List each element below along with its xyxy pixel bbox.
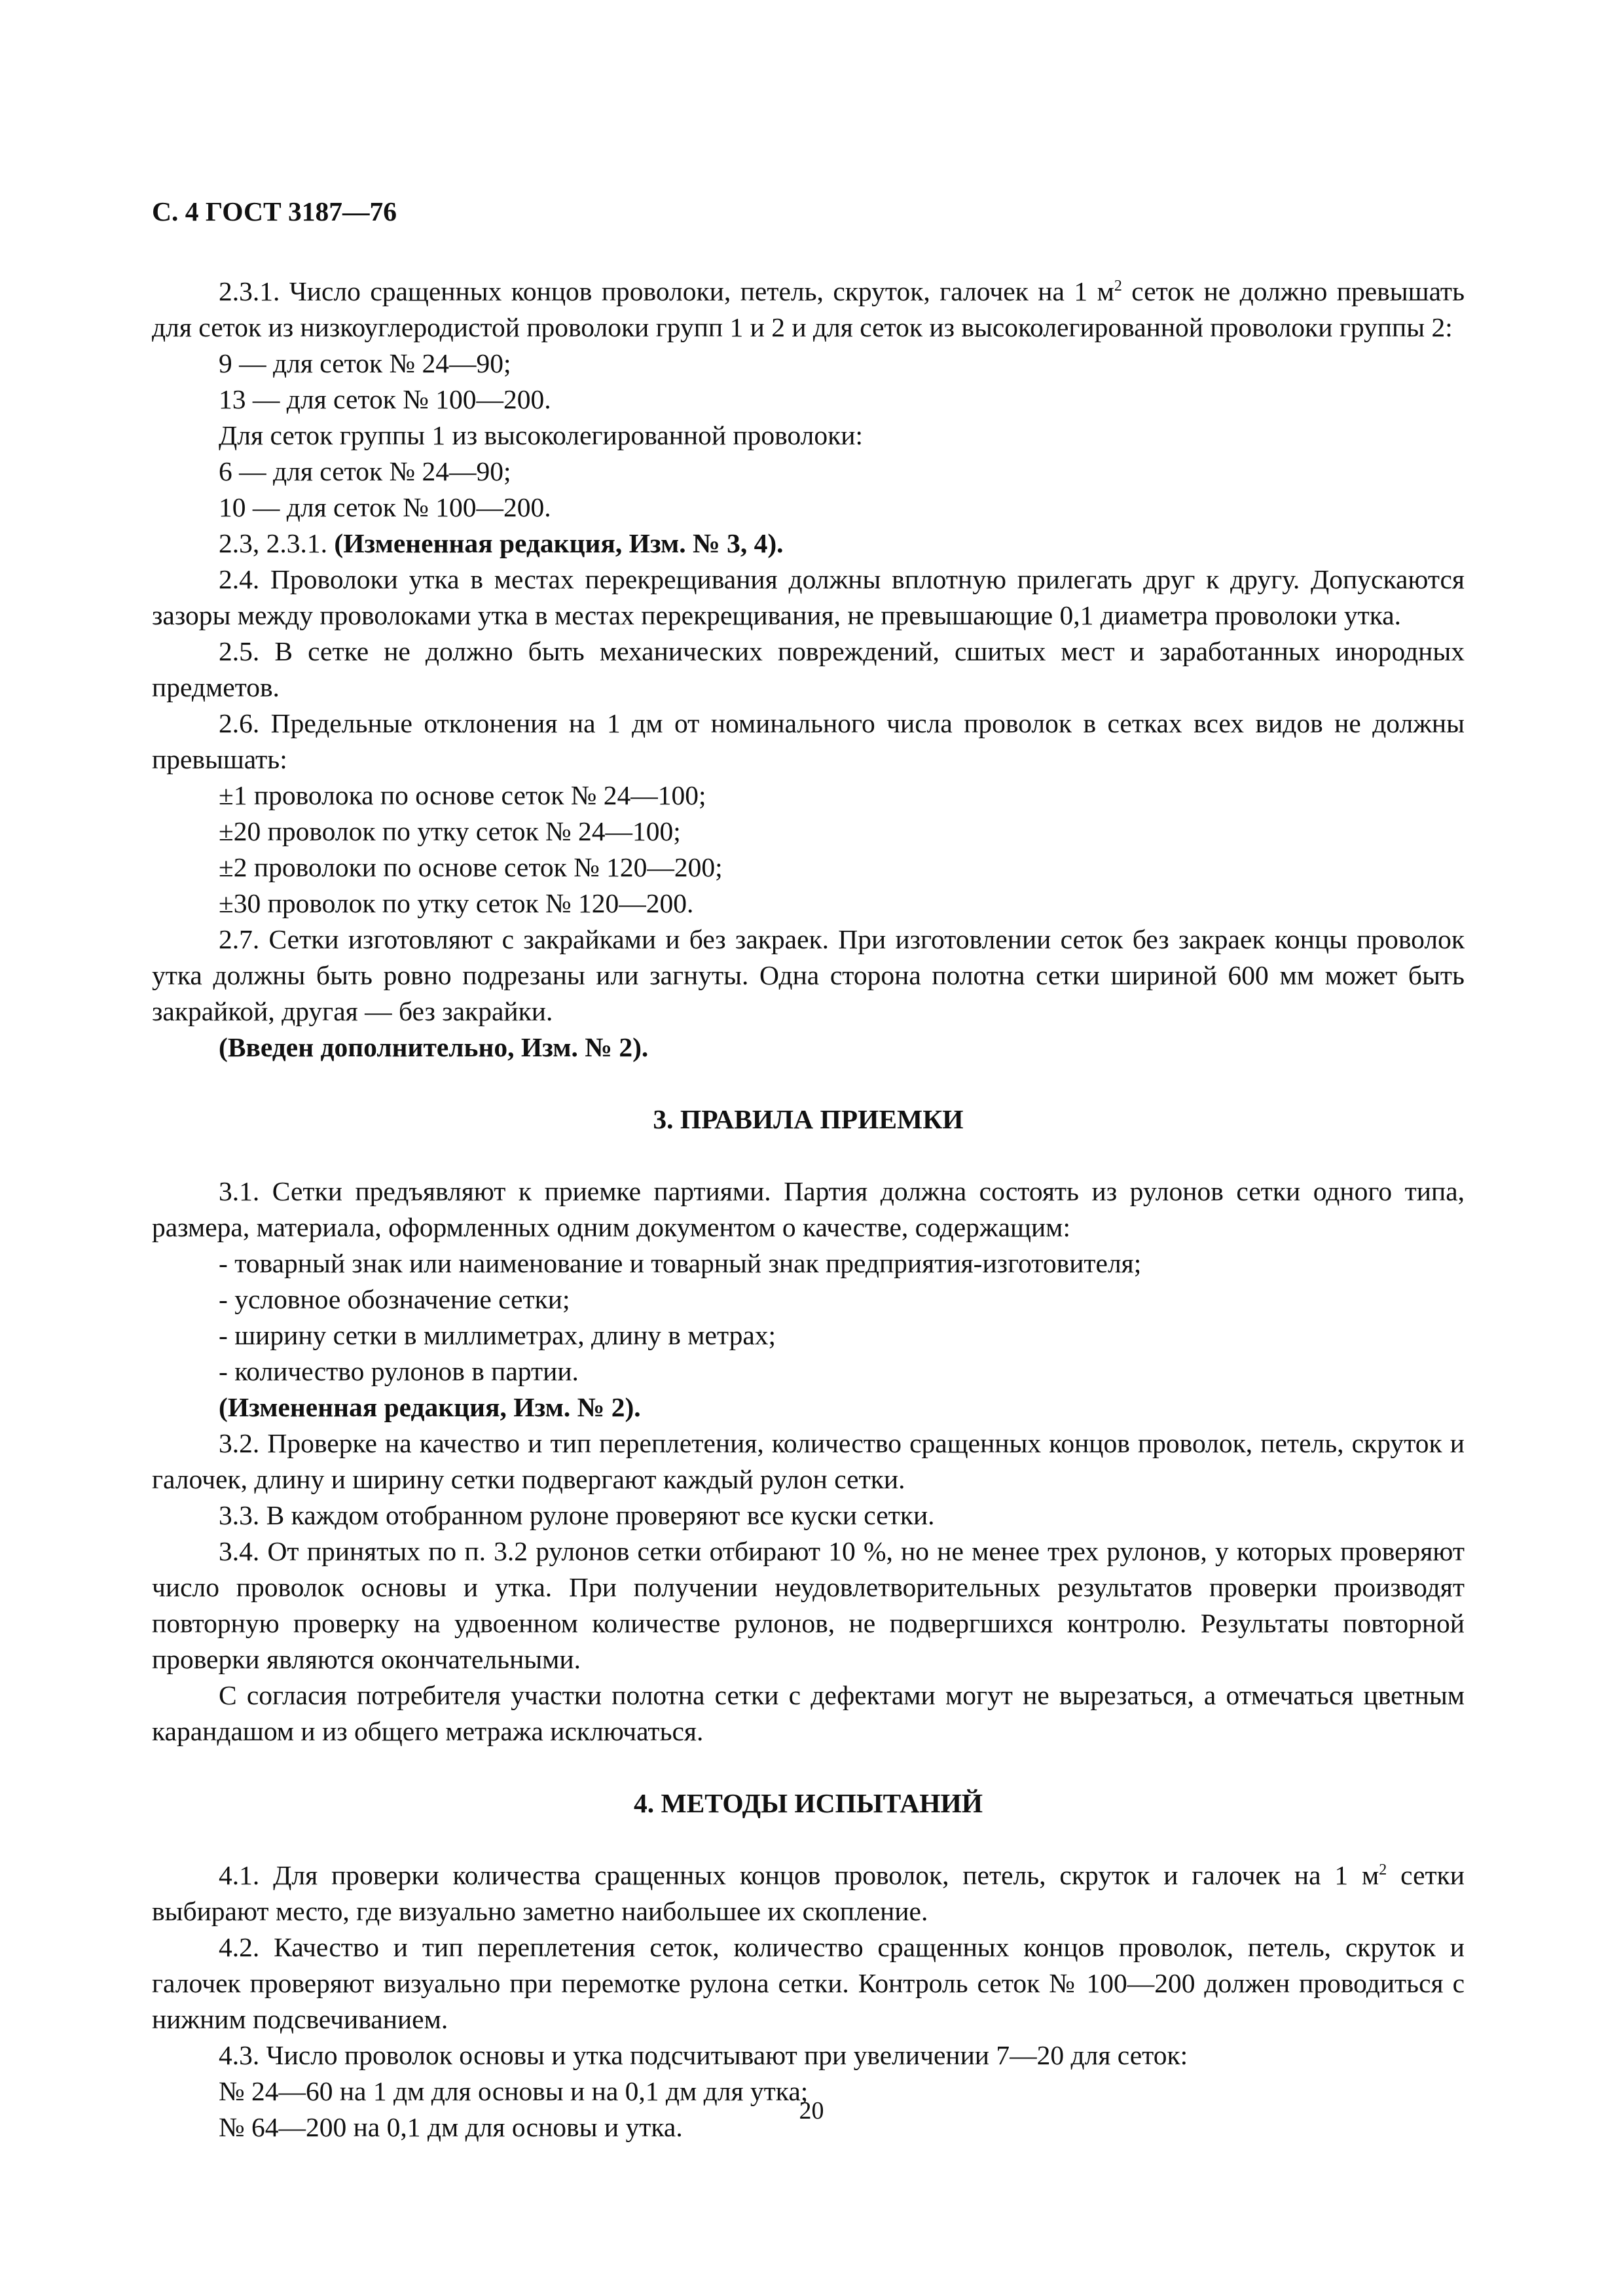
amendment-note-3-1: (Измененная редакция, Изм. № 2). <box>219 1392 641 1422</box>
superscript: 2 <box>1379 1861 1387 1879</box>
page-body <box>152 194 1465 2145</box>
list-item: - количество рулонов в партии. <box>219 1356 579 1386</box>
list-item: ±2 проволоки по основе сеток № 120—200; <box>219 852 723 882</box>
paragraph-2-3-1: 2.3.1. Число сращенных концов проволоки, петель, скруток, галочек на 1 $м^2$ сеток не должно превышать для сеток из низкоуглеродистой проволоки групп 1 и 2 и для сеток из высоколегированной проволоки группы 2: <box>152 276 1465 342</box>
list-item: 6 — для сеток № 24—90; <box>219 456 511 486</box>
paragraph-4-2: 4.2. Качество и тип переплетения сеток, количество сращенных концов проволок, петель, скруток и галочек проверяют визуально при перемотке рулона сетки. Контроль сеток № 100—200 должен проводиться с нижним подсвечиванием. <box>152 1932 1465 2034</box>
paragraph-2-7: 2.7. Сетки изготовляют с закрайками и без закраек. При изготовлении сеток без закраек концы проволок утка должны быть ровно подрезаны или загнуты. Одна сторона полотна сетки шириной 600 мм может быть закрайкой, другая — без закрайки. <box>152 924 1465 1026</box>
section-title-4: 4. МЕТОДЫ ИСПЫТАНИЙ <box>633 1788 983 1818</box>
list-item: ±20 проволок по утку сеток № 24—100; <box>219 816 681 846</box>
superscript: 2 <box>1114 278 1122 295</box>
paragraph-4-3: 4.3. Число проволок основы и утка подсчитывают при увеличении 7—20 для сеток: <box>219 2040 1188 2070</box>
paragraph-3-1: 3.1. Сетки предъявляют к приемке партиями. Партия должна состоять из рулонов сетки одного типа, размера, материала, оформленных одним документом о качестве, содержащим: <box>152 1176 1465 1242</box>
list-item: Для сеток группы 1 из высоколегированной проволоки: <box>219 420 864 450</box>
paragraph-2-5: 2.5. В сетке не должно быть механических повреждений, сшитых мест и заработанных инородных предметов. <box>152 636 1465 702</box>
amendment-note-2-3: 2.3, 2.3.1. (Измененная редакция, Изм. № 3, 4). <box>219 528 784 558</box>
list-item: 10 — для сеток № 100—200. <box>219 492 551 522</box>
list-item: № 64—200 на 0,1 дм для основы и утка. <box>219 2112 683 2142</box>
list-item: - товарный знак или наименование и товарный знак предприятия-изготовителя; <box>219 1248 1142 1278</box>
section-title-3: 3. ПРАВИЛА ПРИЕМКИ <box>653 1104 964 1134</box>
paragraph-4-1: 4.1. Для проверки количества сращенных концов проволок, петель, скруток и галочек на 1 $м^2$ сетки выбирают место, где визуально заметно наибольшее их скопление. <box>152 1860 1465 1926</box>
paragraph-2-6: 2.6. Предельные отклонения на 1 дм от номинального числа проволок в сетках всех видов не должны превышать: <box>152 708 1465 774</box>
list-item: ±30 проволок по утку сеток № 120—200. <box>219 888 694 918</box>
paragraph-2-4: 2.4. Проволоки утка в местах перекрещивания должны вплотную прилегать друг к другу. Допускаются зазоры между проволоками утка в местах перекрещивания, не превышающие 0,1 диаметра проволоки утка. <box>152 564 1465 630</box>
list-item: № 24—60 на 1 дм для основы и на 0,1 дм для утка; <box>219 2076 809 2106</box>
list-item: ±1 проволока по основе сеток № 24—100; <box>219 780 706 810</box>
page-number: 20 <box>799 2097 824 2125</box>
list-item: 13 — для сеток № 100—200. <box>219 384 551 414</box>
list-item: - условное обозначение сетки; <box>219 1284 570 1314</box>
amendment-note-2-7: (Введен дополнительно, Изм. № 2). <box>219 1032 649 1062</box>
list-item: - ширину сетки в миллиметрах, длину в метрах; <box>219 1320 776 1350</box>
paragraph-3-4: 3.4. От принятых по п. 3.2 рулонов сетки отбирают 10 %, но не менее трех рулонов, у которых проверяют число проволок основы и утка. При получении неудовлетворительных результатов проверки производят повторную проверку на удвоенном количестве рулонов, не подвергшихся контролю. Результаты повторной проверки являются окончательными. <box>152 1536 1465 1674</box>
list-item: 9 — для сеток № 24—90; <box>219 348 511 378</box>
paragraph-3-4-continued: С согласия потребителя участки полотна сетки с дефектами могут не вырезаться, а отмечаться цветным карандашом и из общего метража исключаться. <box>152 1680 1465 1746</box>
paragraph-3-3: 3.3. В каждом отобранном рулоне проверяют все куски сетки. <box>219 1500 935 1530</box>
paragraph-3-2: 3.2. Проверке на качество и тип переплетения, количество сращенных концов проволок, петель, скруток и галочек, длину и ширину сетки подвергают каждый рулон сетки. <box>152 1428 1465 1494</box>
running-header: С. 4 ГОСТ 3187—76 <box>152 196 397 226</box>
